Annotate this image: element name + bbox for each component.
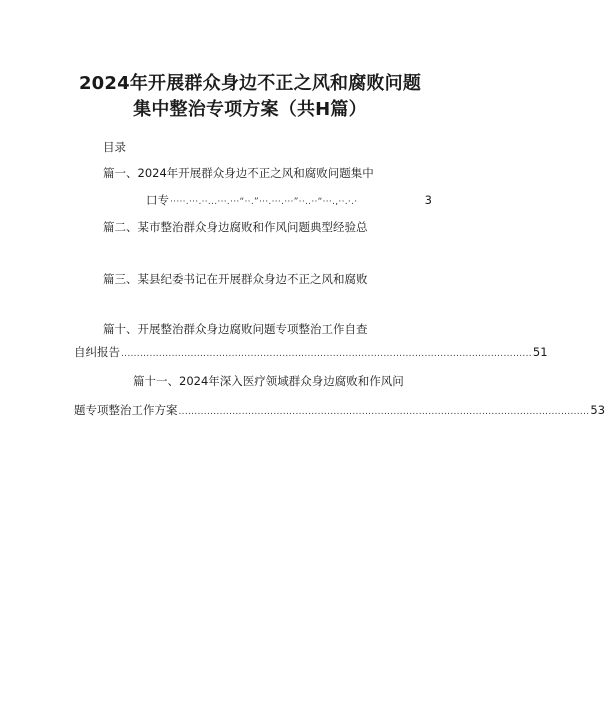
document-title-line-1: 2024年开展群众身边不正之风和腐败问题 (78, 73, 422, 94)
toc-entry-1-continuation: 口专 (146, 193, 169, 207)
toc-entry-11-page-number: 53 (590, 403, 605, 417)
toc-entry-3[interactable]: 篇三、某县纪委书记在开展群众身边不正之风和腐败 (103, 272, 368, 286)
toc-entry-10-leader: .................................................................................................................................. (121, 349, 532, 359)
toc-entry-10-line-2[interactable] (74, 345, 548, 361)
toc-entry-10-line-1[interactable]: 篇十、开展整治群众身边腐败问题专项整治工作自查 (103, 322, 368, 336)
toc-entry-1-leader: ·····.···.··...···.···“··.”···.···.···”··..··“···.,··.·.· (170, 197, 358, 207)
toc-entry-11-leader: .................................................................................................................................. (178, 407, 590, 417)
toc-entry-1-line-1[interactable]: 篇一、2024年开展群众身边不正之风和腐败问题集中 (103, 166, 374, 180)
toc-entry-11-line-2[interactable] (74, 403, 605, 419)
toc-entry-1-line-2[interactable] (146, 193, 432, 209)
document-title-line-2: 集中整治专项方案（共H篇） (133, 99, 367, 120)
toc-heading: 目录 (103, 140, 126, 154)
toc-entry-11-continuation: 题专项整治工作方案 (74, 403, 178, 417)
toc-entry-10-page-number: 51 (532, 345, 548, 359)
toc-entry-2[interactable]: 篇二、某市整治群众身边腐败和作风问题典型经验总 (103, 220, 368, 234)
toc-entry-10-continuation: 自纠报告 (74, 345, 120, 359)
toc-entry-1-page-number: 3 (424, 193, 432, 207)
toc-entry-11-line-1[interactable]: 篇十一、2024年深入医疗领域群众身边腐败和作风问 (133, 374, 404, 388)
